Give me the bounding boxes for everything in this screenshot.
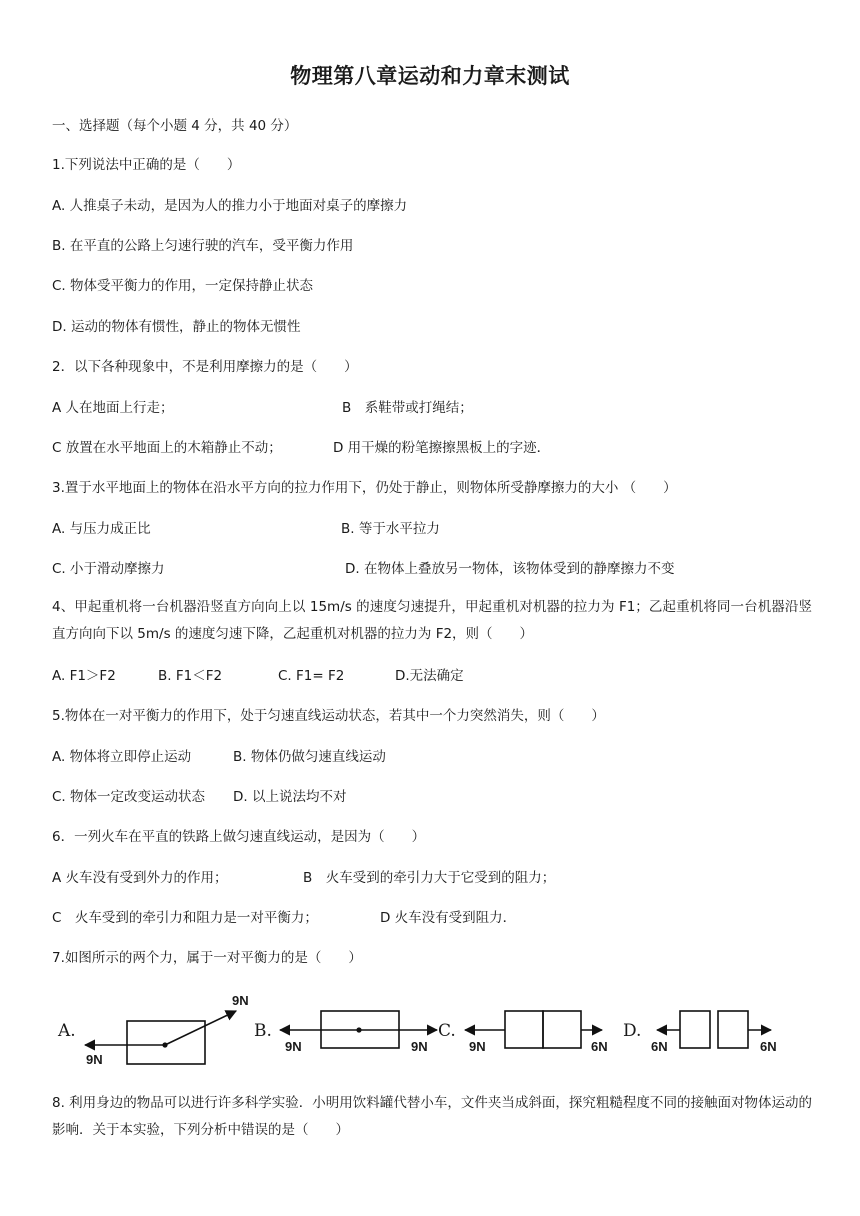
question-5-stem: 5.物体在一对平衡力的作用下，处于匀速直线运动状态，若其中一个力突然消失，则（ ） — [52, 708, 605, 724]
diagram-c-force-label-2: 6N — [591, 1039, 608, 1054]
diagram-a-block — [127, 1021, 205, 1064]
question-5-option-c: C. 物体一定改变运动状态 — [52, 789, 206, 805]
question-2-option-d: D 用干燥的粉笔擦擦黑板上的字迹． — [333, 440, 551, 456]
section-heading: 一、选择题（每个小题 4 分，共 40 分） — [52, 118, 298, 134]
diagram-d-block-right — [718, 1011, 748, 1048]
diagram-d — [657, 1011, 771, 1048]
question-1-option-a: A. 人推桌子未动，是因为人的推力小于地面对桌子的摩擦力 — [52, 198, 408, 214]
diagram-a-slanted-arrow — [165, 1011, 236, 1045]
question-5-option-d: D. 以上说法均不对 — [233, 789, 347, 805]
question-6-stem: 6．一列火车在平直的铁路上做匀速直线运动，是因为（ ） — [52, 829, 426, 845]
question-4-option-d: D.无法确定 — [395, 668, 464, 684]
question-6-option-c: C 火车受到的牵引力和阻力是一对平衡力； — [52, 910, 318, 926]
diagram-a-letter: A. — [58, 1021, 76, 1041]
question-3-option-d: D. 在物体上叠放另一物体，该物体受到的静摩擦力不变 — [345, 561, 675, 577]
question-5-option-a: A. 物体将立即停止运动 — [52, 749, 192, 765]
diagram-b-letter: B. — [254, 1021, 272, 1041]
diagram-d-letter: D. — [623, 1021, 642, 1041]
diagram-c-letter: C. — [438, 1021, 456, 1041]
question-6-option-d: D 火车没有受到阻力． — [380, 910, 517, 926]
question-4-option-b: B. F1＜F2 — [158, 668, 223, 684]
diagram-b-point — [356, 1027, 361, 1032]
question-1-stem: 1.下列说法中正确的是（ ） — [52, 157, 241, 173]
diagram-a-force-label-1: 9N — [232, 993, 249, 1008]
diagram-b-force-label-2: 9N — [411, 1039, 428, 1054]
question-7-stem: 7.如图所示的两个力，属于一对平衡力的是（ ） — [52, 950, 362, 966]
question-6-option-a: A 火车没有受到外力的作用； — [52, 870, 228, 886]
diagram-c-block-left — [505, 1011, 543, 1048]
question-4-stem: 4、甲起重机将一台机器沿竖直方向向上以 15m/s 的速度匀速提升，甲起重机对机器的拉力为 F1；乙起重机将同一台机器沿竖直方向向下以 5m/s 的速度匀速下降，乙起重机对机器的拉力为 F2，则（ ） — [52, 599, 812, 642]
question-8-stem: 8. 利用身边的物品可以进行许多科学实验．小明用饮料罐代替小车，文件夹当成斜面，探究粗糙程度不同的接触面对物体运动的影响．关于本实验，下列分析中错误的是（ ） — [52, 1095, 812, 1138]
question-2-stem: 2．以下各种现象中，不是利用摩擦力的是（ ） — [52, 359, 358, 375]
page-title: 物理第八章运动和力章末测试 — [290, 64, 570, 88]
question-6-option-b: B 火车受到的牵引力大于它受到的阻力； — [303, 870, 556, 886]
question-1-option-c: C. 物体受平衡力的作用，一定保持静止状态 — [52, 278, 314, 294]
diagram-c-force-label-1: 9N — [469, 1039, 486, 1054]
diagram-a-point — [162, 1042, 167, 1047]
question-3-option-a: A. 与压力成正比 — [52, 521, 151, 537]
question-2-option-a: A 人在地面上行走； — [52, 400, 174, 416]
question-3-option-b: B. 等于水平拉力 — [341, 521, 440, 537]
diagram-d-force-label-2: 6N — [760, 1039, 777, 1054]
diagram-b-force-label-1: 9N — [285, 1039, 302, 1054]
diagram-d-force-label-1: 6N — [651, 1039, 668, 1054]
diagram-c-block-right — [543, 1011, 581, 1048]
diagram-a — [85, 1011, 236, 1064]
question-5-option-b: B. 物体仍做匀速直线运动 — [233, 749, 386, 765]
question-3-option-c: C. 小于滑动摩擦力 — [52, 561, 165, 577]
question-4-option-c: C. F1= F2 — [278, 668, 345, 684]
question-2-option-c: C 放置在水平地面上的木箱静止不动； — [52, 440, 282, 456]
question-3-stem: 3.置于水平地面上的物体在沿水平方向的拉力作用下，仍处于静止，则物体所受静摩擦力的大小 （ ） — [52, 480, 677, 496]
question-4-option-a: A. F1＞F2 — [52, 668, 116, 684]
question-2-option-b: B 系鞋带或打绳结； — [342, 400, 473, 416]
question-1-option-b: B. 在平直的公路上匀速行驶的汽车，受平衡力作用 — [52, 238, 354, 254]
question-1-option-d: D. 运动的物体有惯性，静止的物体无惯性 — [52, 319, 301, 335]
diagram-d-block-left — [680, 1011, 710, 1048]
diagram-a-force-label-2: 9N — [86, 1052, 103, 1067]
